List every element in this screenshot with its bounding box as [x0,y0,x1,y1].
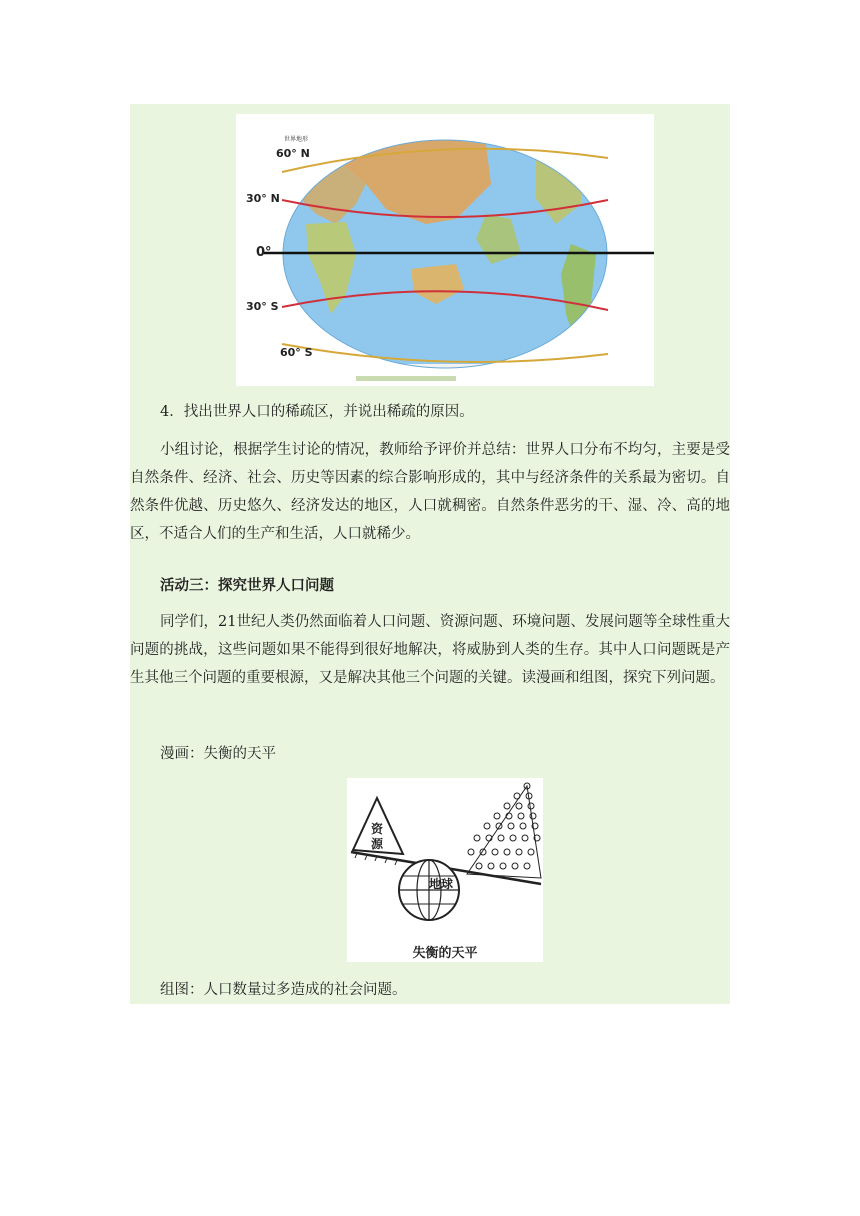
map-title: 世界地形 [284,136,309,143]
unbalanced-scale-cartoon [347,778,543,962]
resource-label-2: 源 [371,837,384,851]
lat-label-30s: 30° S [246,300,279,313]
scale-graphic [347,778,543,962]
question-4: 4．找出世界人口的稀疏区，并说出稀疏的原因。 [160,404,474,420]
intro-paragraph: 同学们，21世纪人类仍然面临着人口问题、资源问题、环境问题、发展问题等全球性重大问题的挑战，这些问题如果不能得到很好地解决，将威胁到人类的生存。其中人口问题既是产生其他三个问题的重要根源，又是解决其他三个问题的关键。读漫画和组图，探究下列问题。 [130,614,730,686]
resource-label-1: 资 [371,822,384,836]
lat-label-60n: 60° N [276,147,310,160]
group-image-intro: 组图：人口数量过多造成的社会问题。 [160,982,407,998]
cartoon-caption: 失衡的天平 [412,946,478,961]
cartoon-intro: 漫画：失衡的天平 [160,746,276,762]
lat-label-30n: 30° N [246,192,280,205]
lat-label-equator: 0° [256,245,272,260]
earth-label: 地球 [429,877,454,891]
world-map [236,114,654,386]
activity-3-heading: 活动三：探究世界人口问题 [160,578,334,594]
summary-paragraph: 小组讨论，根据学生讨论的情况，教师给予评价并总结：世界人口分布不均匀，主要是受自然条件、经济、社会、历史等因素的综合影响形成的，其中与经济条件的关系最为密切。自然条件优越、历史悠久、经济发达的地区，人口就稠密。自然条件恶劣的干、湿、冷、高的地区，不适合人们的生产和生活，人口就稀少。 [130,442,730,542]
lat-label-60s: 60° S [280,346,313,359]
